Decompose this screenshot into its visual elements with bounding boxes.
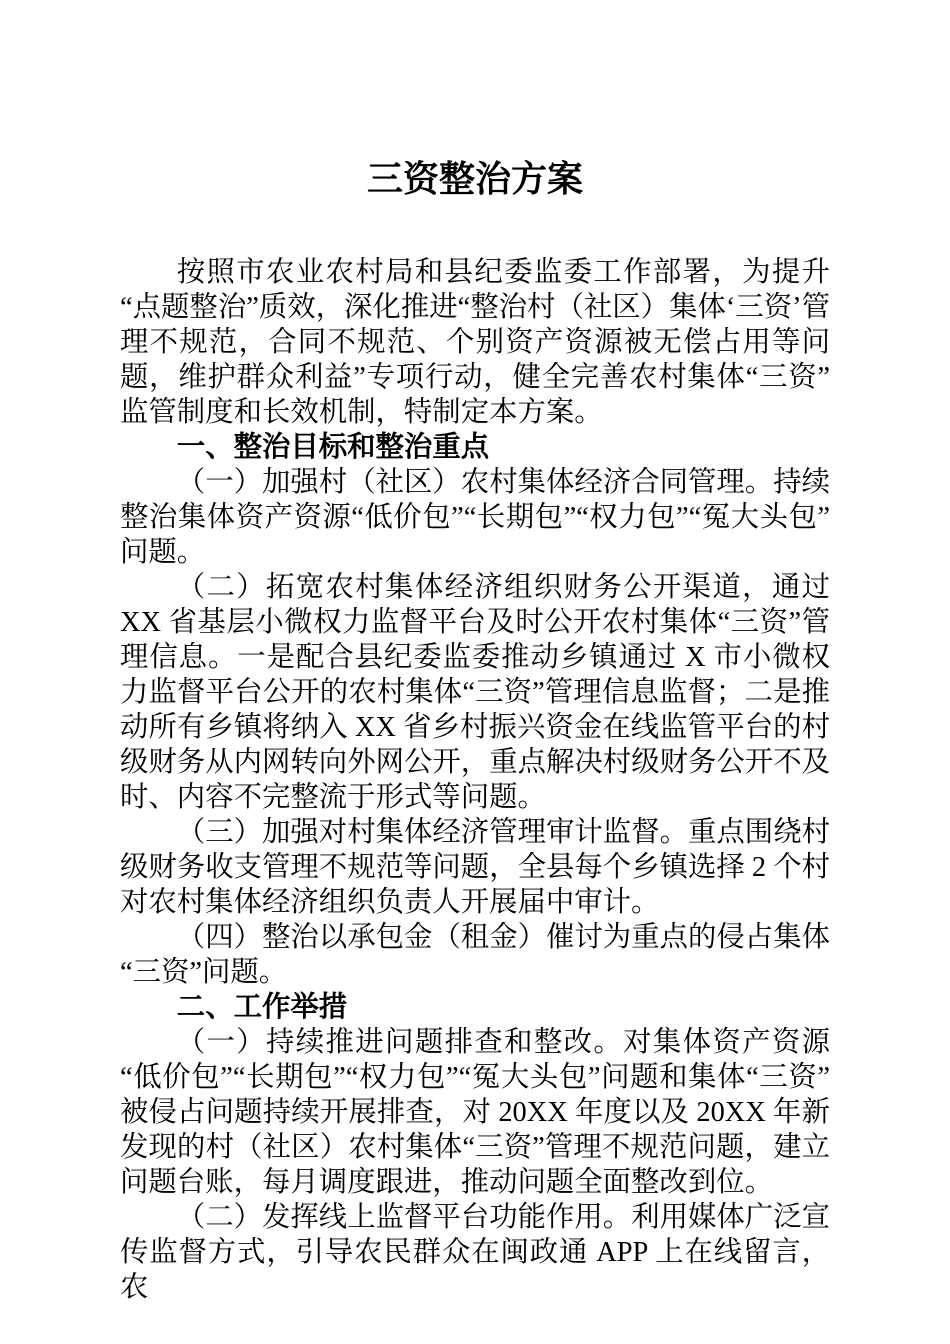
document-title: 三资整治方案 [366, 158, 583, 199]
body-paragraph: （四）整治以承包金（租金）催讨为重点的侵占集体“三资”问题。 [120, 922, 830, 988]
body-paragraph: （二）拓宽农村集体经济组织财务公开渠道，通过 XX 省基层小微权力监督平台及时公开农村集体“三资”管理信息。一是配合县纪委监委推动乡镇通过 X 市小微权力监督平台公开的农村集体“三资”管理信息监督；二是推动所有乡镇将纳入 XX 省乡村振兴资金在线监管平台的村级财务从内网转向外网公开，重点解决村级财务公开不及时、内容不完整流于形式等问题。 [120, 572, 830, 813]
section-heading: 二、工作举措 [176, 991, 348, 1023]
body-paragraph: （一）加强村（社区）农村集体经济合同管理。持续整治集体资产资源“低价包”“长期包”“权力包”“冤大头包”问题。 [120, 467, 830, 568]
body-paragraph: （二）发挥线上监督平台功能作用。利用媒体广泛宣传监督方式，引导农民群众在闽政通 APP 上在线留言，农 [120, 1202, 830, 1303]
body-paragraph: （三）加强对村集体经济管理审计监督。重点围绕村级财务收支管理不规范等问题，全县每个乡镇选择 2 个村对农村集体经济组织负责人开展届中审计。 [120, 817, 830, 918]
section-heading: 一、整治目标和整治重点 [176, 431, 490, 463]
body-paragraph: （一）持续推进问题排查和整改。对集体资产资源“低价包”“长期包”“权力包”“冤大头包”问题和集体“三资”被侵占问题持续开展排查，对 20XX 年度以及 20XX 年新发现的村（社区）农村集体“三资”管理不规范问题，建立问题台账，每月调度跟进，推动问题全面整改到位。 [120, 1027, 830, 1198]
document-body [120, 255, 830, 1305]
body-paragraph: 按照市农业农村局和县纪委监委工作部署，为提升“点题整治”质效，深化推进“整治村（社区）集体‘三资’管理不规范，合同不规范、个别资产资源被无偿占用等问题，维护群众利益”专项行动，健全完善农村集体“三资”监管制度和长效机制，特制定本方案。 [120, 257, 830, 428]
